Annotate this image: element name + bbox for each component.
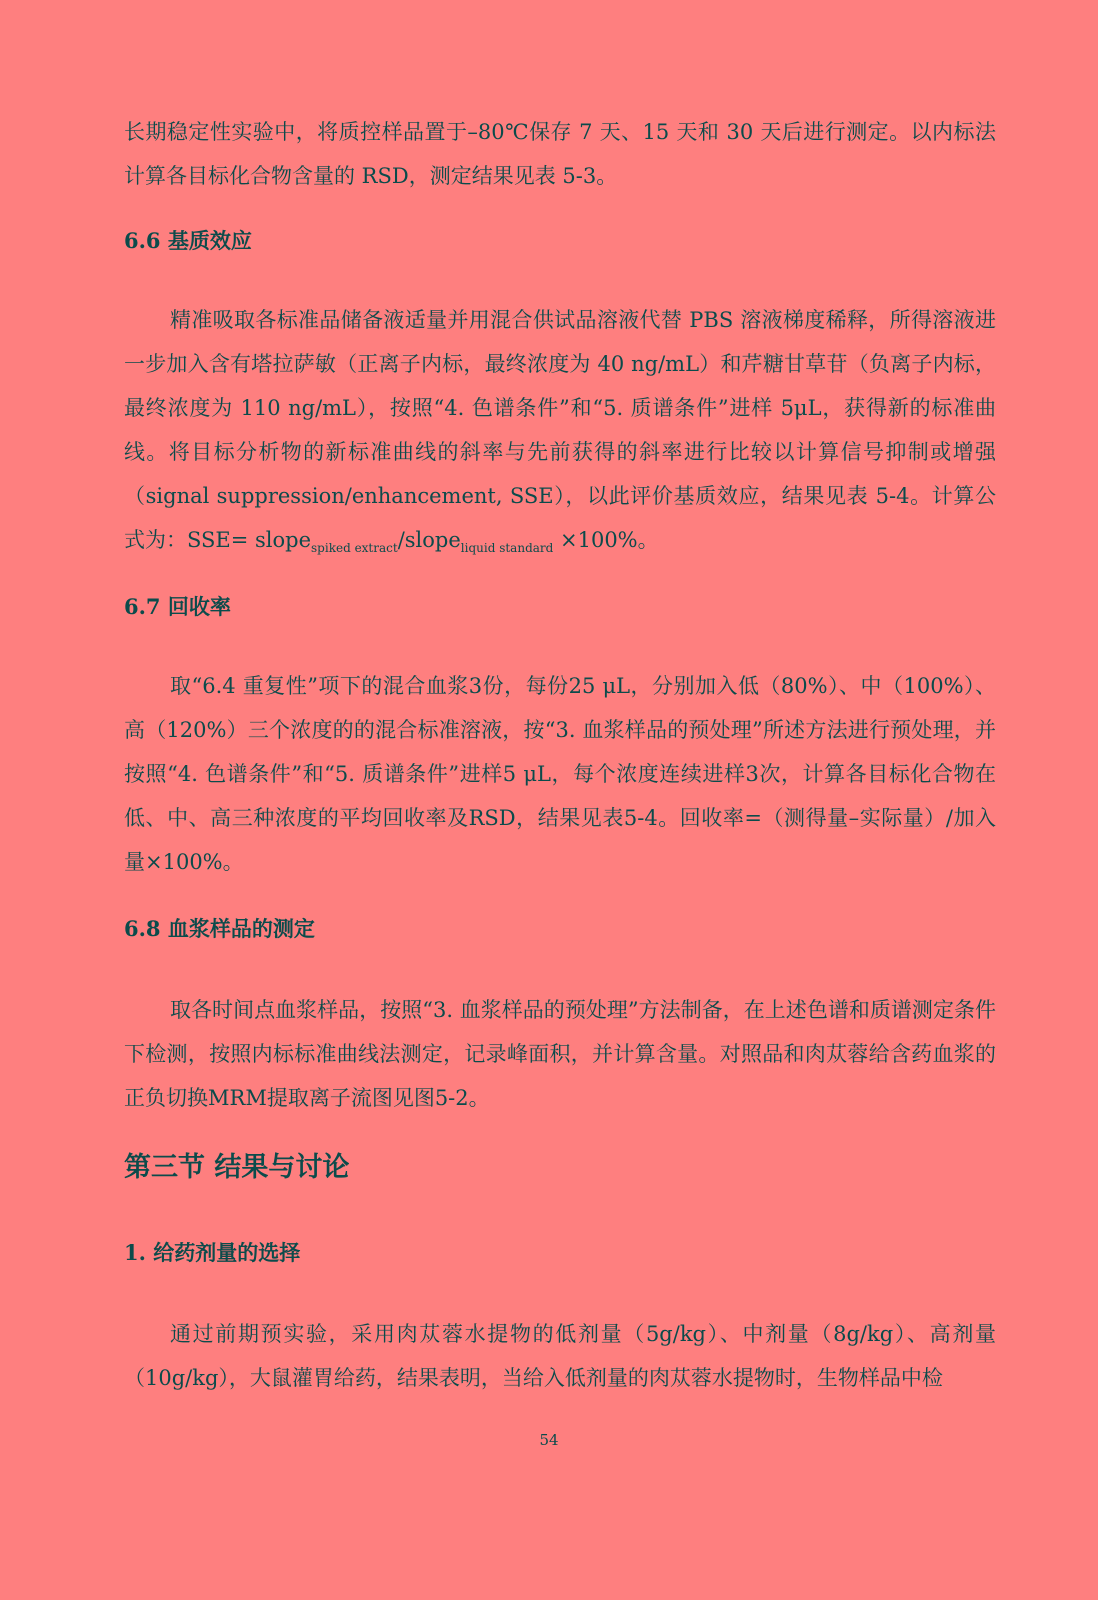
paragraph-text: 取“6.4 重复性”项下的混合血浆3份，每份25 μL，分别加入低（80%）、中（100%）、高（120%）三个浓度的的混合标准溶液，按“3. 血浆样品的预处理”所述方法进行预处理，并按照“4. 色谱条件”和“5. 质谱条件”进样5 μL，每个浓度连续进样3次，计算各目标化合物在低、中、高三种浓度的平均回收率及RSD，结果见表5-4。回收率=（测得量–实际量）/加入量×100%。 [124, 674, 996, 874]
heading-text: 6.8 血浆样品的测定 [124, 916, 315, 941]
paragraph-long-term-stability [124, 110, 996, 198]
heading-6-6 [124, 226, 996, 256]
subscript-liquid-standard: liquid standard [460, 541, 554, 555]
heading-text: 6.6 基质效应 [124, 228, 252, 253]
paragraph-matrix-effect [124, 298, 996, 562]
slope-text: /slope [397, 528, 461, 552]
paragraph-plasma-determination [124, 988, 996, 1120]
paragraph-text: 取各时间点血浆样品，按照“3. 血浆样品的预处理”方法制备，在上述色谱和质谱测定条件下检测，按照内标标准曲线法测定，记录峰面积，并计算含量。对照品和肉苁蓉给含药血浆的正负切换MRM提取离子流图见图5-2。 [124, 998, 996, 1110]
section-title-text: 第三节 结果与讨论 [124, 1152, 350, 1183]
heading-1-dose-selection [124, 1238, 996, 1268]
paragraph-dose-selection [124, 1312, 996, 1400]
paragraph-text [124, 298, 996, 562]
paragraph-text: 通过前期预实验，采用肉苁蓉水提物的低剂量（5g/kg）、中剂量（8g/kg）、高剂量（10g/kg），大鼠灌胃给药，结果表明，当给入低剂量的肉苁蓉水提物时，生物样品中检 [124, 1322, 996, 1390]
heading-6-7 [124, 592, 996, 622]
page-number: 54 [539, 1431, 559, 1449]
subscript-spiked-extract: spiked extract [311, 541, 398, 555]
section-title-3 [124, 1150, 996, 1186]
paragraph-text: 长期稳定性实验中，将质控样品置于–80℃保存 7 天、15 天和 30 天后进行测定。以内标法计算各目标化合物含量的 RSD，测定结果见表 5-3。 [124, 120, 996, 188]
heading-text: 6.7 回收率 [124, 594, 231, 619]
heading-text: 1. 给药剂量的选择 [124, 1240, 301, 1265]
heading-6-8 [124, 914, 996, 944]
paragraph-main-text: 精准吸取各标准品储备液适量并用混合供试品溶液代替 PBS 溶液梯度稀释，所得溶液进一步加入含有塔拉萨敏（正离子内标，最终浓度为 40 ng/mL）和芹糖甘草苷（负离子内标，最终浓度为 110 ng/mL），按照“4. 色谱条件”和“5. 质谱条件”进样 5μL，获得新的标准曲线。将目标分析物的新标准曲线的斜率与先前获得的斜率进行比较以计算信号抑制或增强（signal suppression/enhancement, SSE），以此评价基质效应，结果见表 5-4。计算公式为：SSE= slope [124, 308, 996, 552]
formula-end-text: ×100%。 [553, 528, 659, 552]
paragraph-recovery [124, 664, 996, 884]
